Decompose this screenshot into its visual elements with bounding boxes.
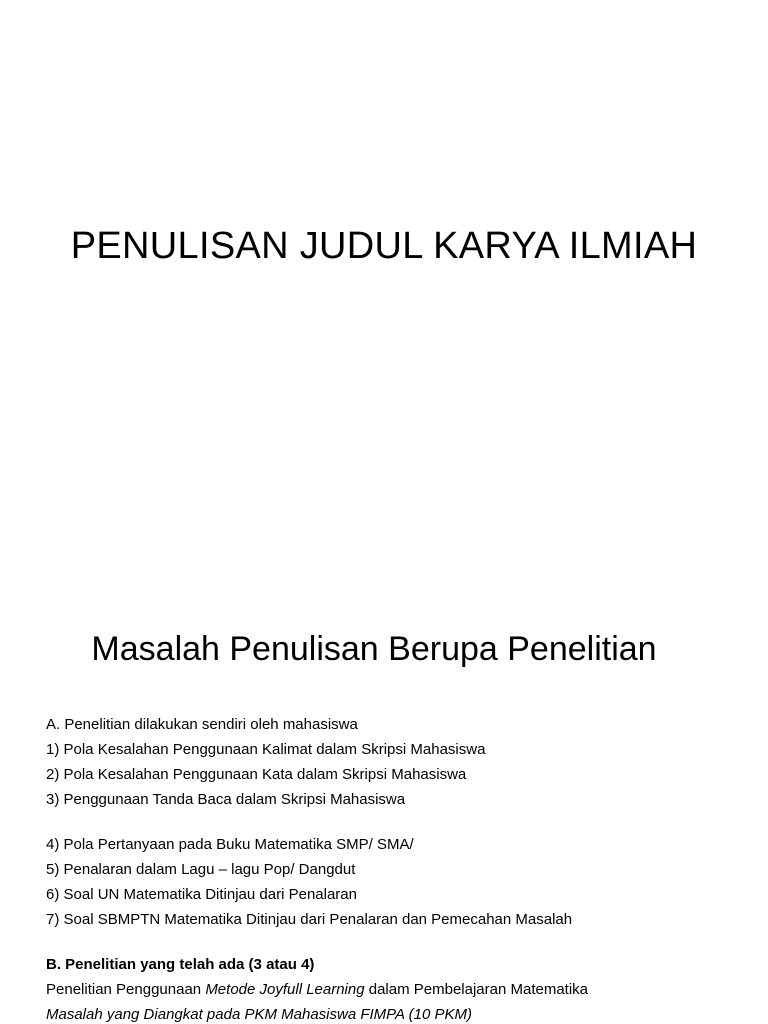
list-item: 7) Soal SBMPTN Matematika Ditinjau dari Penalaran dan Pemecahan Masalah — [46, 911, 573, 928]
spacer — [46, 812, 746, 832]
list-item: 1) Pola Kesalahan Penggunaan Kalimat dalam Skripsi Mahasiswa — [46, 741, 486, 758]
list-item: 5) Penalaran dalam Lagu – lagu Pop/ Dangdut — [46, 861, 356, 878]
section-b-text-cutoff: Masalah yang Diangkat pada PKM Mahasiswa FIMPA (10 PKM) — [46, 1006, 473, 1023]
section-b-text — [46, 977, 746, 1002]
list-item: 4) Pola Pertanyaan pada Buku Matematika SMP/ SMA/ — [46, 836, 414, 853]
method-name: Metode Joyfull Learning — [205, 981, 365, 998]
list-item: 2) Pola Kesalahan Penggunaan Kata dalam Skripsi Mahasiswa — [46, 766, 467, 783]
list-item: 3) Penggunaan Tanda Baca dalam Skripsi Mahasiswa — [46, 791, 406, 808]
spacer — [46, 932, 746, 952]
slide-heading: Masalah Penulisan Berupa Penelitian — [91, 630, 657, 668]
section-b-heading: B. Penelitian yang telah ada (3 atau 4) — [46, 956, 315, 973]
main-title: PENULISAN JUDUL KARYA ILMIAH — [70, 225, 698, 267]
section-a-heading: A. Penelitian dilakukan sendiri oleh mahasiswa — [46, 716, 358, 733]
slide-research-problems — [0, 576, 768, 1024]
text-suffix: dalam Pembelajaran Matematika — [364, 981, 589, 998]
slide-content — [46, 712, 746, 1024]
list-item: 6) Soal UN Matematika Ditinjau dari Penalaran — [46, 886, 357, 903]
text-prefix: Penelitian Penggunaan — [46, 981, 206, 998]
